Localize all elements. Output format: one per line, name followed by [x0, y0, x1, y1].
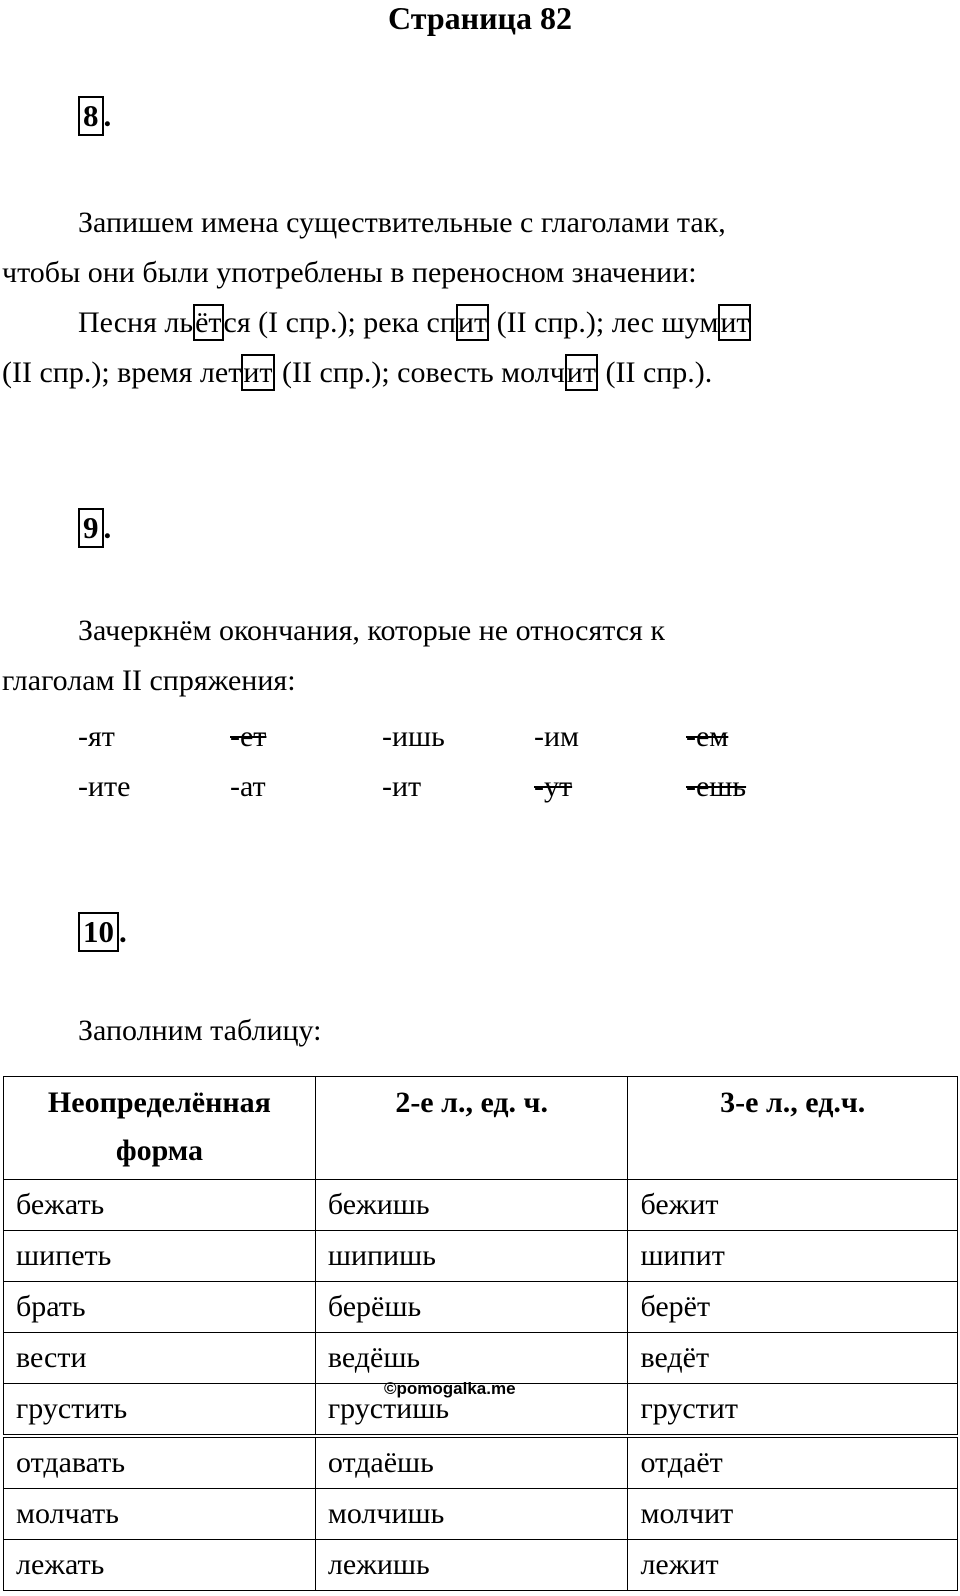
- task-10-number: 10 .: [78, 912, 127, 952]
- task-8-number-box: 8: [78, 96, 104, 136]
- table-cell: отдавать: [4, 1436, 316, 1489]
- table-header: 3-е л., ед.ч.: [628, 1077, 958, 1180]
- ending-box: ит: [243, 356, 273, 389]
- table-row: [4, 1489, 958, 1540]
- table-cell: шипит: [628, 1231, 958, 1282]
- table-row: [4, 1333, 958, 1384]
- ending-box: ёт: [195, 306, 222, 339]
- table-cell: ведёшь: [315, 1333, 628, 1384]
- task-10-intro: Заполним таблицу:: [78, 1014, 322, 1047]
- table-cell: бежишь: [315, 1180, 628, 1231]
- task-9-number-box: 9: [78, 508, 104, 548]
- ending-box: ит: [566, 356, 596, 389]
- table-cell: берёшь: [315, 1282, 628, 1333]
- ending: -ат: [230, 770, 266, 803]
- ending: -ит: [382, 770, 422, 803]
- table-row: [4, 1282, 958, 1333]
- task-8-answer-line-1: Песня льётся (I спр.); река спит (II спр.); лес шумит: [78, 306, 750, 339]
- task-9-intro-line-1: Зачеркнём окончания, которые не относятся к: [78, 614, 665, 647]
- page-title: Страница 82: [388, 0, 572, 36]
- table-cell: бежать: [4, 1180, 316, 1231]
- task-8-text: [2, 198, 952, 398]
- table-cell: лежит: [628, 1540, 958, 1591]
- task-9-number: 9 .: [78, 508, 111, 548]
- ending-box: ит: [457, 306, 488, 339]
- task-8-number: 8 .: [78, 96, 111, 136]
- task-8-intro-line-2: чтобы они были употреблены в переносном значении:: [2, 256, 697, 289]
- table-cell: вести: [4, 1333, 316, 1384]
- table-cell: грустить: [4, 1384, 316, 1437]
- table-cell: бежит: [628, 1180, 958, 1231]
- ending: -ят: [78, 720, 115, 753]
- table-header: Неопределённая форма: [4, 1077, 316, 1180]
- task-9-intro-line-2: глаголам II спряжения:: [2, 664, 296, 697]
- verb-table: [3, 1076, 958, 1591]
- table-header: 2-е л., ед. ч.: [315, 1077, 628, 1180]
- table-row: [4, 1436, 958, 1489]
- table-cell: молчишь: [315, 1489, 628, 1540]
- table-cell: грустишь: [315, 1384, 628, 1437]
- table-cell: отдаёшь: [315, 1436, 628, 1489]
- table-cell: ведёт: [628, 1333, 958, 1384]
- table-cell: шипеть: [4, 1231, 316, 1282]
- task-10-text: [2, 1006, 952, 1056]
- table-cell: лежать: [4, 1540, 316, 1591]
- ending: -ишь: [382, 720, 445, 753]
- table-cell: брать: [4, 1282, 316, 1333]
- ending-crossed: -ешь: [686, 770, 747, 803]
- task-8-answer-line-2: (II спр.); время летит (II спр.); совесть молчит (II спр.).: [2, 356, 713, 389]
- ending: -им: [534, 720, 580, 753]
- table-cell: шипишь: [315, 1231, 628, 1282]
- ending-crossed: -ут: [534, 770, 573, 803]
- endings-row-1: [78, 712, 838, 762]
- table-cell: отдаёт: [628, 1436, 958, 1489]
- table-cell: лежишь: [315, 1540, 628, 1591]
- ending-crossed: -ем: [686, 720, 729, 753]
- watermark: ©pomogalka.me: [384, 1379, 516, 1398]
- table-cell: берёт: [628, 1282, 958, 1333]
- table-header-row: [4, 1077, 958, 1180]
- ending-crossed: -ет: [230, 720, 267, 753]
- endings-row-2: [78, 762, 838, 812]
- task-9-text: [2, 606, 952, 706]
- task-10-number-box: 10: [78, 912, 119, 952]
- endings-grid: [78, 712, 838, 812]
- table-cell: грустит: [628, 1384, 958, 1437]
- table-row: [4, 1231, 958, 1282]
- table-cell: молчать: [4, 1489, 316, 1540]
- table-row: [4, 1180, 958, 1231]
- ending: -ите: [78, 770, 131, 803]
- table-cell: молчит: [628, 1489, 958, 1540]
- task-8-intro-line-1: Запишем имена существительные с глаголами так,: [78, 206, 726, 239]
- ending-box: ит: [720, 306, 750, 339]
- table-row: [4, 1540, 958, 1591]
